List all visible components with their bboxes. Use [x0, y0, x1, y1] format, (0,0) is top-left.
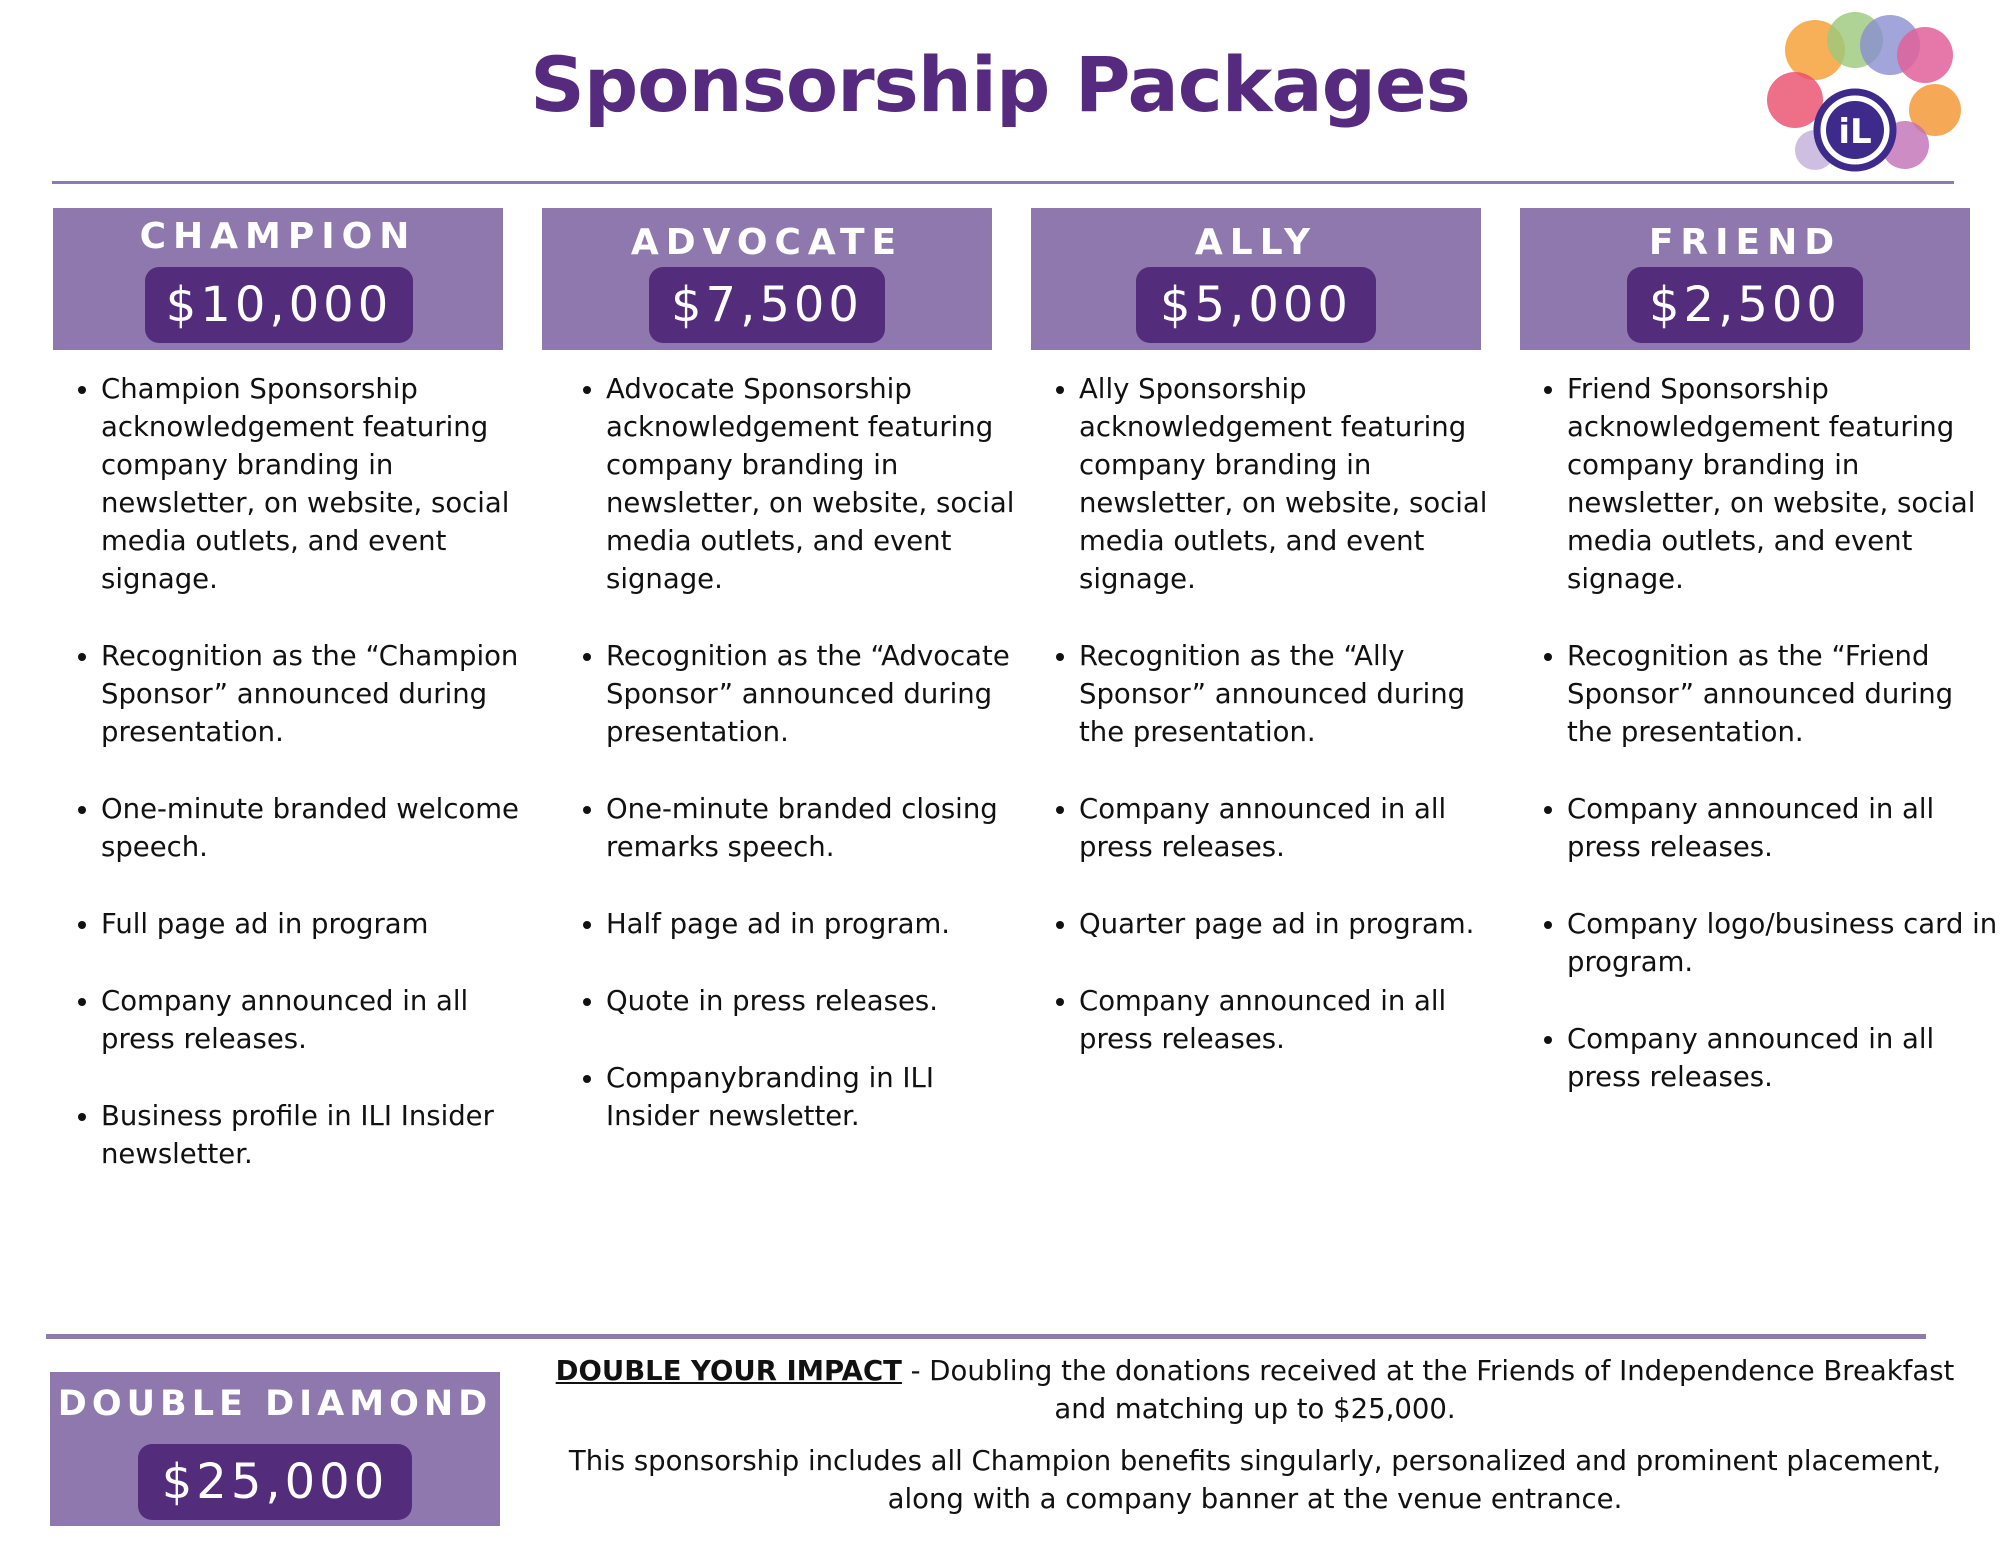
benefit-item: • Full page ad in program [101, 905, 531, 943]
benefit-item: • One-minute branded welcome speech. [101, 790, 531, 866]
benefit-item: • Company announced in all press releases. [1079, 790, 1515, 866]
impact-heading: DOUBLE YOUR IMPACT [555, 1355, 902, 1387]
tier-price: $10,000 [145, 267, 413, 343]
benefit-list [1045, 370, 1515, 1097]
tier-name: ADVOCATE [630, 222, 904, 263]
double-impact-description [545, 1352, 1965, 1532]
benefit-item: • Company logo/business card in program. [1567, 905, 2000, 981]
benefit-item: • Recognition as the “Champion Sponsor” announced during presentation. [101, 637, 531, 751]
tier-header [53, 208, 503, 350]
benefit-item: • Company announced in all press releases. [101, 982, 531, 1058]
benefit-item: • Half page ad in program. [606, 905, 1026, 943]
tier-double-diamond [50, 1372, 500, 1526]
top-divider [52, 181, 1954, 184]
benefit-item: • Recognition as the “Friend Sponsor” announced during the presentation. [1567, 637, 2000, 751]
benefit-list [1533, 370, 2000, 1135]
bottom-divider [46, 1334, 1926, 1339]
benefit-item: • Business profile in ILI Insider newsletter. [101, 1097, 531, 1173]
benefit-item: • Advocate Sponsorship acknowledgement featuring company branding in newsletter, on website, social media outlets, and event signage. [606, 370, 1026, 598]
includes-paragraph: This sponsorship includes all Champion benefits singularly, personalized and prominent placement, along with a company banner at the venue entrance. [568, 1445, 1942, 1515]
page-title: Sponsorship Packages [530, 40, 1470, 129]
benefit-item: • Company announced in all press releases. [1567, 790, 2000, 866]
impact-paragraph [545, 1352, 1965, 1428]
tier-header [542, 208, 992, 350]
benefit-item: • Champion Sponsorship acknowledgement featuring company branding in newsletter, on website, social media outlets, and event signage. [101, 370, 531, 598]
benefit-item: • Recognition as the “Advocate Sponsor” announced during presentation. [606, 637, 1026, 751]
tier-price: $5,000 [1136, 267, 1376, 343]
benefit-item: • Company announced in all press releases. [1567, 1020, 2000, 1096]
tier-name: FRIEND [1648, 222, 1842, 263]
benefit-list [572, 370, 1026, 1174]
benefit-list [67, 370, 531, 1212]
tier-name: CHAMPION [139, 216, 417, 257]
benefit-item: • One-minute branded closing remarks speech. [606, 790, 1026, 866]
benefit-item: • Quote in press releases. [606, 982, 1026, 1020]
tier-name: DOUBLE DIAMOND [57, 1384, 493, 1424]
impact-text: - Doubling the donations received at the Friends of Independence Breakfast and matching up to $25,000. [901, 1355, 1955, 1425]
ili-logo [1755, 10, 1965, 180]
tier-header [1520, 208, 1970, 350]
tier-price: $2,500 [1627, 267, 1863, 343]
benefit-item: • Quarter page ad in program. [1079, 905, 1515, 943]
tier-price: $25,000 [138, 1444, 412, 1520]
benefit-item: • Recognition as the “Ally Sponsor” announced during the presentation. [1079, 637, 1515, 751]
benefit-item: • Ally Sponsorship acknowledgement featuring company branding in newsletter, on website, social media outlets, and event signage. [1079, 370, 1515, 598]
logo-text: iL [1838, 112, 1872, 152]
tier-header [1031, 208, 1481, 350]
tier-name: ALLY [1194, 222, 1318, 263]
benefit-item: • Companybranding in ILI Insider newsletter. [606, 1059, 1026, 1135]
benefit-item: • Company announced in all press releases. [1079, 982, 1515, 1058]
benefit-item: • Friend Sponsorship acknowledgement featuring company branding in newsletter, on website, social media outlets, and event signage. [1567, 370, 2000, 598]
tier-price: $7,500 [649, 267, 885, 343]
